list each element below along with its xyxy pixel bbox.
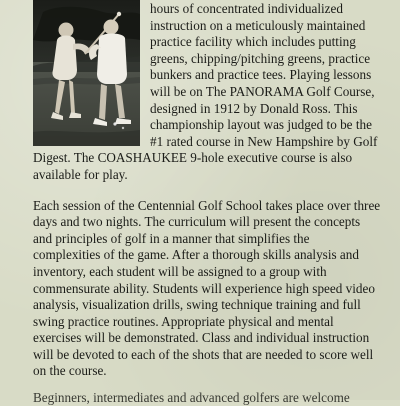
paragraph-1-line: hours of concentrated individualized (150, 1, 343, 16)
paragraph-1-line: designed in 1912 by Donald Ross. This (150, 100, 358, 116)
paragraph-1-line: will be on The PANORAMA Golf Course, (150, 83, 375, 99)
paragraph-2-line: days and two nights. The curriculum will present the concepts (33, 214, 361, 230)
paragraph-1-line: #1 rated course in New Hampshire by Golf (150, 133, 378, 149)
paragraph-2-line: commensurate ability. Students will experience high speed video (33, 280, 375, 296)
brochure-text-block (33, 0, 381, 380)
paragraph-2-line: and principles of golf in a manner that simplifies the (33, 230, 310, 246)
paragraph-1 (33, 1, 378, 184)
paragraph-2-line: swing practice routines. Appropriate physical and mental (33, 313, 334, 329)
partially-visible-line: Beginners, intermediates and advanced golfers are welcome (33, 390, 350, 405)
paragraph-2-line: exercises will be demonstrated. Class and individual instruction (33, 330, 370, 346)
paragraph-2-line: will be devoted to each of the shots that are needed to score well (33, 346, 374, 362)
paragraph-1-line: available for play. (33, 166, 128, 182)
paragraph-1-line: practice facility which includes putting (150, 34, 356, 50)
paragraph-2 (33, 197, 381, 381)
paragraph-2-line: inventory, each student will be assigned to a group with (33, 263, 327, 279)
paragraph-1-line: bunkers and practice tees. Playing lessons (150, 67, 372, 83)
paragraph-1-line: greens, chipping/pitching greens, practice (150, 50, 371, 66)
paragraph-1-line: instruction on a meticulously maintained (150, 17, 366, 33)
paragraph-2-line: complexities of the game. After a thorough skills analysis and (33, 247, 359, 263)
paragraph-1-line: championship layout was judged to be the (150, 117, 372, 133)
paragraph-1-line: Digest. The COASHAUKEE 9-hole executive course is also (33, 150, 353, 166)
paragraph-2-line: analysis, visualization drills, swing technique training and full (33, 297, 361, 313)
paragraph-2-line: on the course. (33, 363, 107, 379)
paragraph-2-line: Each session of the Centennial Golf School takes place over three (33, 197, 381, 213)
